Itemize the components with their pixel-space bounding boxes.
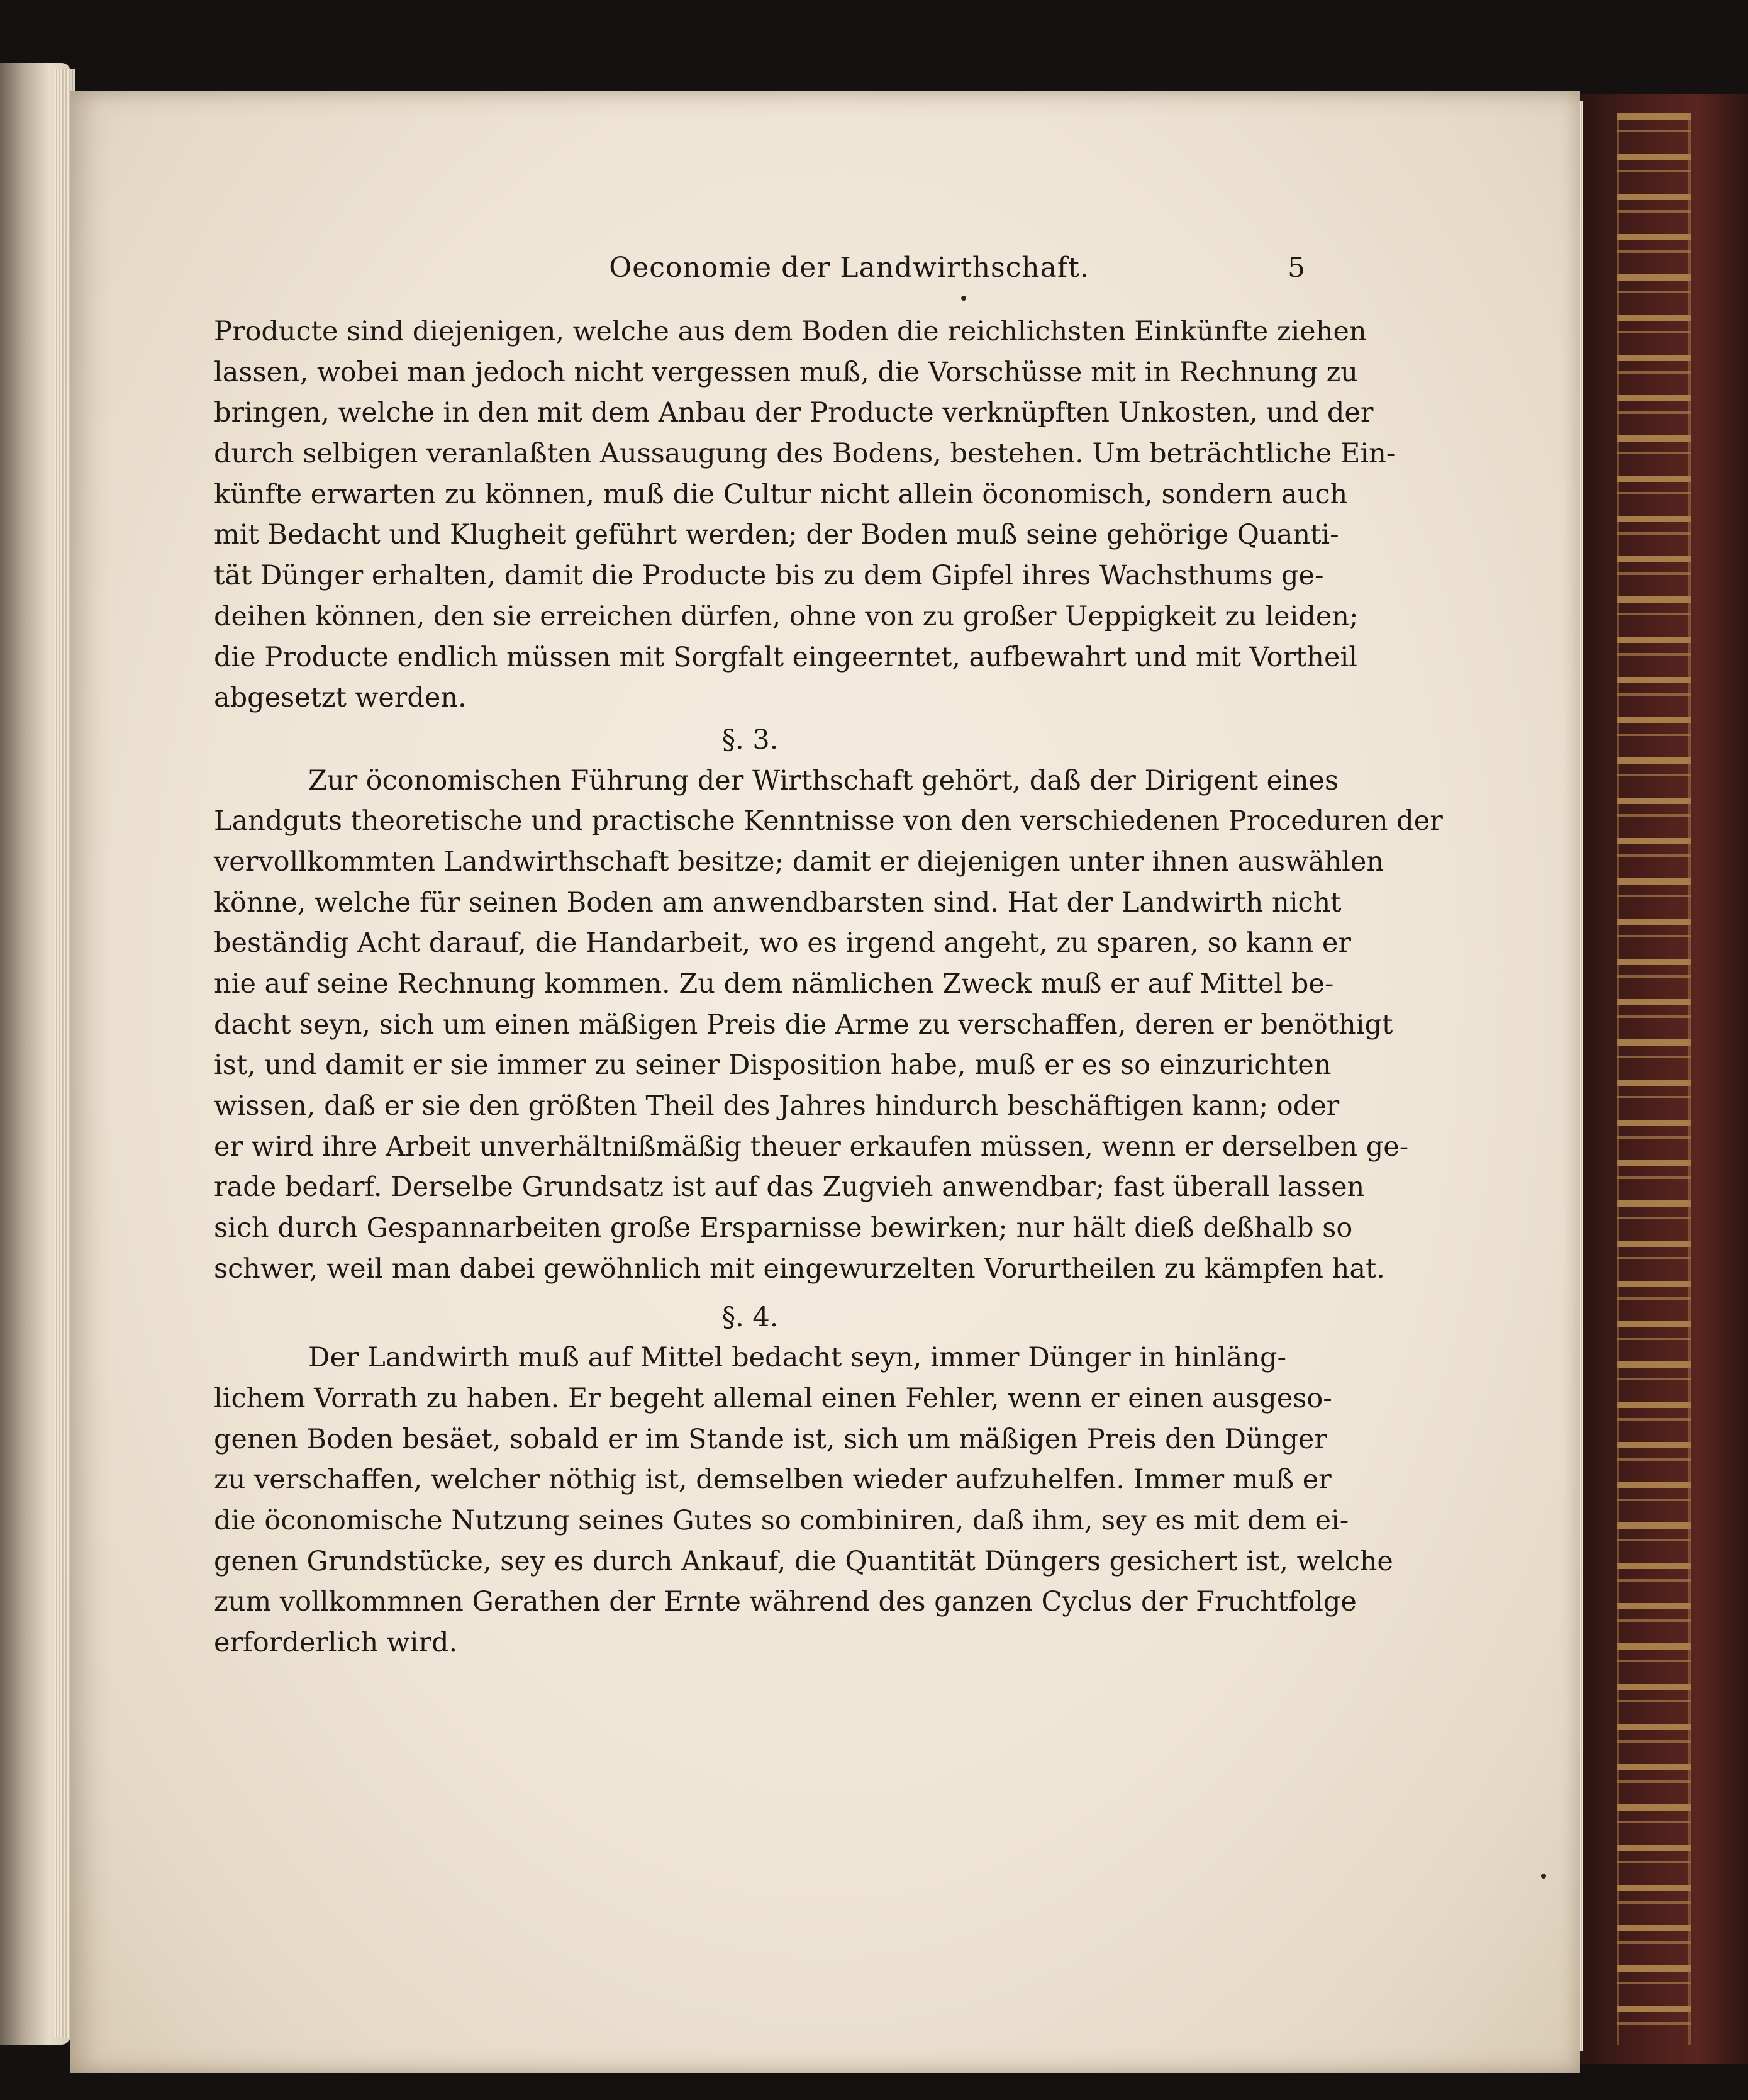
text-line: künfte erwarten zu können, muß die Cultur nicht allein öconomisch, sondern auch (214, 478, 1348, 510)
text-line: deihen können, den sie erreichen dürfen, ohne von zu großer Ueppigkeit zu leiden; (214, 600, 1359, 632)
text-line: dacht seyn, sich um einen mäßigen Preis die Arme zu verschaffen, deren er benöthigt (214, 1008, 1393, 1041)
section-3 (214, 720, 1443, 1290)
text-line: schwer, weil man dabei gewöhnlich mit eingewurzelten Vorurtheilen zu kämpfen hat. (214, 1253, 1385, 1285)
text-line: er wird ihre Arbeit unverhältnißmäßig theuer erkaufen müssen, wenn er derselben ge- (214, 1131, 1409, 1163)
text-line: die Producte endlich müssen mit Sorgfalt eingeerntet, aufbewahrt und mit Vortheil (214, 641, 1357, 673)
text-line: die öconomische Nutzung seines Gutes so combiniren, daß ihm, sey es mit dem ei- (214, 1504, 1349, 1536)
section-heading: §. 4. (721, 1301, 779, 1333)
text-line: genen Boden besäet, sobald er im Stande ist, sich um mäßigen Preis den Dünger (214, 1423, 1327, 1455)
text-line: tät Dünger erhalten, damit die Producte bis zu dem Gipfel ihres Wachsthums ge- (214, 560, 1324, 592)
text-line: könne, welche für seinen Boden am anwendbarsten sind. Hat der Landwirth nicht (214, 886, 1342, 919)
text-line: vervollkommten Landwirthschaft besitze; damit er diejenigen unter ihnen auswählen (214, 846, 1384, 878)
text-line: zum vollkommnen Gerathen der Ernte während des ganzen Cyclus der Fruchtfolge (214, 1586, 1357, 1618)
text-line: zu verschaffen, welcher nöthig ist, demselben wieder aufzuhelfen. Immer muß er (214, 1464, 1332, 1496)
text-line: lassen, wobei man jedoch nicht vergessen muß, die Vorschüsse mit in Rechnung zu (214, 356, 1358, 388)
running-head: Oeconomie der Landwirthschaft. (609, 252, 1089, 284)
text-line: bringen, welche in den mit dem Anbau der Producte verknüpften Unkosten, und der (214, 397, 1374, 429)
text-line: rade bedarf. Derselbe Grundsatz ist auf das Zugvieh anwendbar; fast überall lassen (214, 1171, 1365, 1204)
text-line: Producte sind diejenigen, welche aus dem Boden die reichlichsten Einkünfte ziehen (214, 316, 1367, 347)
text-line: Der Landwirth muß auf Mittel bedacht seyn, immer Dünger in hinläng- (308, 1342, 1286, 1374)
text-line: beständig Acht darauf, die Handarbeit, wo es irgend angeht, zu sparen, so kann er (214, 927, 1351, 959)
section-heading: §. 3. (721, 723, 779, 756)
text-line: nie auf seine Rechnung kommen. Zu dem nämlichen Zweck muß er auf Mittel be- (214, 968, 1334, 1000)
text-line: durch selbigen veranlaßten Aussaugung des Bodens, bestehen. Um beträchtliche Ein- (214, 438, 1396, 470)
page-body (214, 311, 1443, 1663)
text-line: mit Bedacht und Klugheit geführt werden; der Boden muß seine gehörige Quanti- (214, 519, 1339, 551)
page-number: 5 (1288, 252, 1305, 284)
section-4 (214, 1297, 1393, 1663)
text-line: abgesetzt werden. (214, 682, 467, 714)
cover-gilt-ornament (1617, 113, 1691, 2045)
text-line: sich durch Gespannarbeiten große Ersparnisse bewirken; nur hält dieß deßhalb so (214, 1212, 1353, 1244)
text-line: genen Grundstücke, sey es durch Ankauf, die Quantität Düngers gesichert ist, welche (214, 1545, 1393, 1577)
text-line: lichem Vorrath zu haben. Er begeht allemal einen Fehler, wenn er einen ausgeso- (214, 1382, 1332, 1414)
text-line: Landguts theoretische und practische Kenntnisse von den verschiedenen Proceduren der (214, 805, 1443, 837)
text-line: erforderlich wird. (214, 1627, 458, 1658)
text-line: ist, und damit er sie immer zu seiner Disposition habe, muß er es so einzurichten (214, 1049, 1332, 1081)
text-line: Zur öconomischen Führung der Wirthschaft gehört, daß der Dirigent eines (308, 764, 1339, 796)
paper-speck (961, 296, 966, 301)
text-line: wissen, daß er sie den größten Theil des Jahres hindurch beschäftigen kann; oder (214, 1090, 1340, 1122)
paragraph-continuation (214, 311, 1396, 718)
paper-speck (1541, 1874, 1546, 1879)
